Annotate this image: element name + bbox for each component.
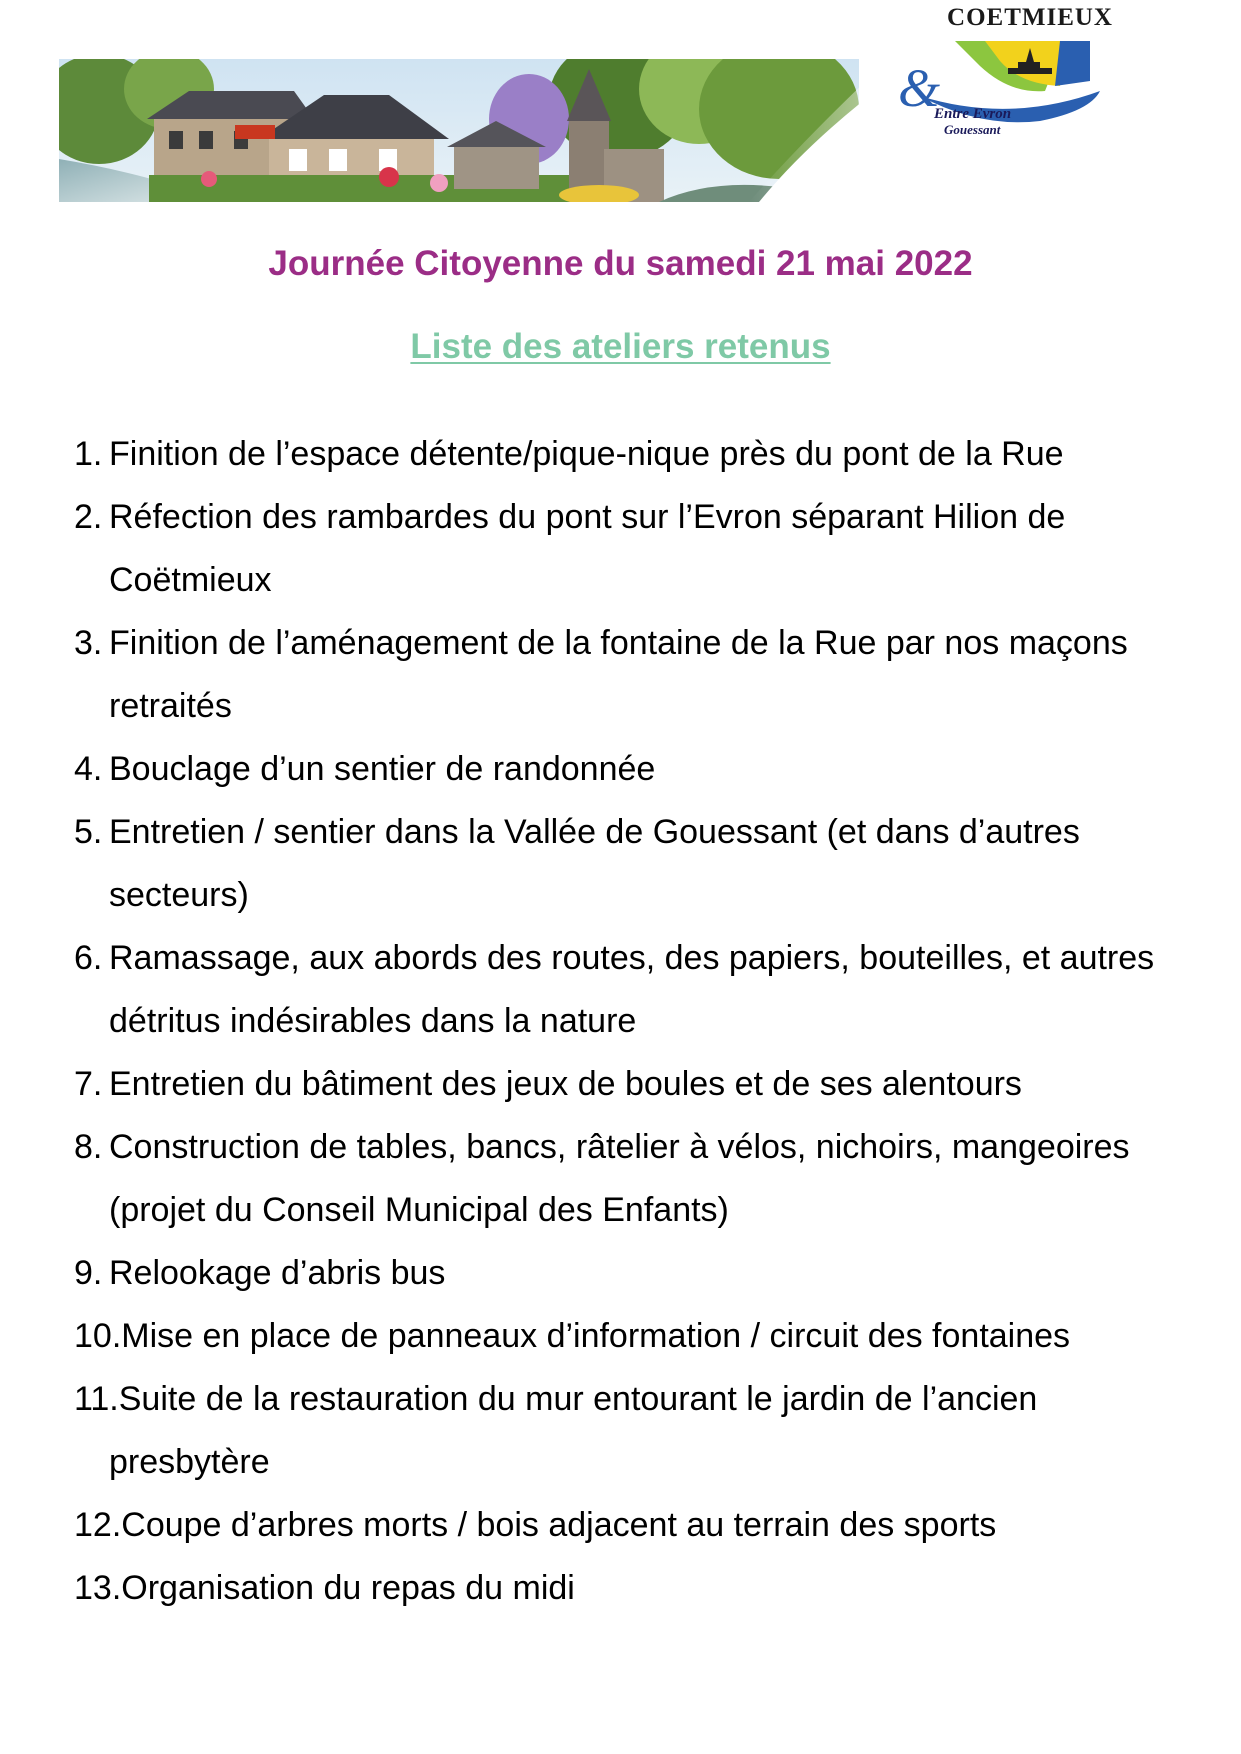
ateliers-list xyxy=(74,423,1184,1620)
list-item xyxy=(74,738,1184,801)
list-item xyxy=(74,1116,1184,1242)
list-item xyxy=(74,801,1184,927)
list-item-number: 4. xyxy=(74,750,103,788)
list-item-number: 3. xyxy=(74,624,103,662)
list-item-text: Suite de la restauration du mur entourant le jardin de l’ancien presbytère xyxy=(109,1380,1038,1481)
list-item-text: Réfection des rambardes du pont sur l’Evron séparant Hilion de Coëtmieux xyxy=(109,498,1066,599)
list-item xyxy=(74,423,1184,486)
list-item xyxy=(74,1557,1184,1620)
list-item-text: Bouclage d’un sentier de randonnée xyxy=(109,750,656,788)
list-item xyxy=(74,486,1184,612)
list-item xyxy=(74,1053,1184,1116)
list-item-text: Entretien du bâtiment des jeux de boules et de ses alentours xyxy=(109,1065,1022,1103)
svg-text:&: & xyxy=(898,58,941,118)
list-item-number: 11. xyxy=(74,1380,119,1418)
logo-tagline-line1: Entre Evron xyxy=(934,106,1012,122)
list-item xyxy=(74,1305,1184,1368)
list-item-text: Ramassage, aux abords des routes, des papiers, bouteilles, et autres détritus indésirables dans la nature xyxy=(109,939,1155,1040)
list-item-text: Relookage d’abris bus xyxy=(109,1254,446,1292)
list-item-text: Entretien / sentier dans la Vallée de Gouessant (et dans d’autres secteurs) xyxy=(109,813,1080,914)
list-item-text: Mise en place de panneaux d’information / circuit des fontaines xyxy=(121,1317,1071,1355)
list-item-text: Coupe d’arbres morts / bois adjacent au terrain des sports xyxy=(121,1506,997,1544)
list-item-number: 8. xyxy=(74,1128,103,1166)
list-item-number: 13. xyxy=(74,1569,122,1607)
list-item xyxy=(74,1242,1184,1305)
list-item-number: 6. xyxy=(74,939,103,977)
logo-name: COETMIEUX xyxy=(947,4,1113,31)
list-item-number: 12. xyxy=(74,1506,122,1544)
list-item xyxy=(74,1368,1184,1494)
list-item-text: Finition de l’espace détente/pique-nique près du pont de la Rue xyxy=(109,435,1064,473)
list-item xyxy=(74,927,1184,1053)
list-item-number: 2. xyxy=(74,498,103,536)
list-item-number: 10. xyxy=(74,1317,122,1355)
list-item-number: 9. xyxy=(74,1254,103,1292)
logo-tagline-line2: Gouessant xyxy=(944,122,1001,137)
page-subtitle: Liste des ateliers retenus xyxy=(410,327,831,366)
coetmieux-logo-icon xyxy=(890,36,1120,141)
list-item xyxy=(74,1494,1184,1557)
list-item-text: Construction de tables, bancs, râtelier à vélos, nichoirs, mangeoires (projet du Conseil Municipal des Enfants) xyxy=(109,1128,1130,1229)
list-item-number: 1. xyxy=(74,435,103,473)
page-title: Journée Citoyenne du samedi 21 mai 2022 xyxy=(268,244,973,283)
list-item-number: 7. xyxy=(74,1065,103,1103)
list-item-text: Finition de l’aménagement de la fontaine de la Rue par nos maçons retraités xyxy=(109,624,1128,725)
list-item-text: Organisation du repas du midi xyxy=(121,1569,575,1607)
list-item-number: 5. xyxy=(74,813,103,851)
list-item xyxy=(74,612,1184,738)
